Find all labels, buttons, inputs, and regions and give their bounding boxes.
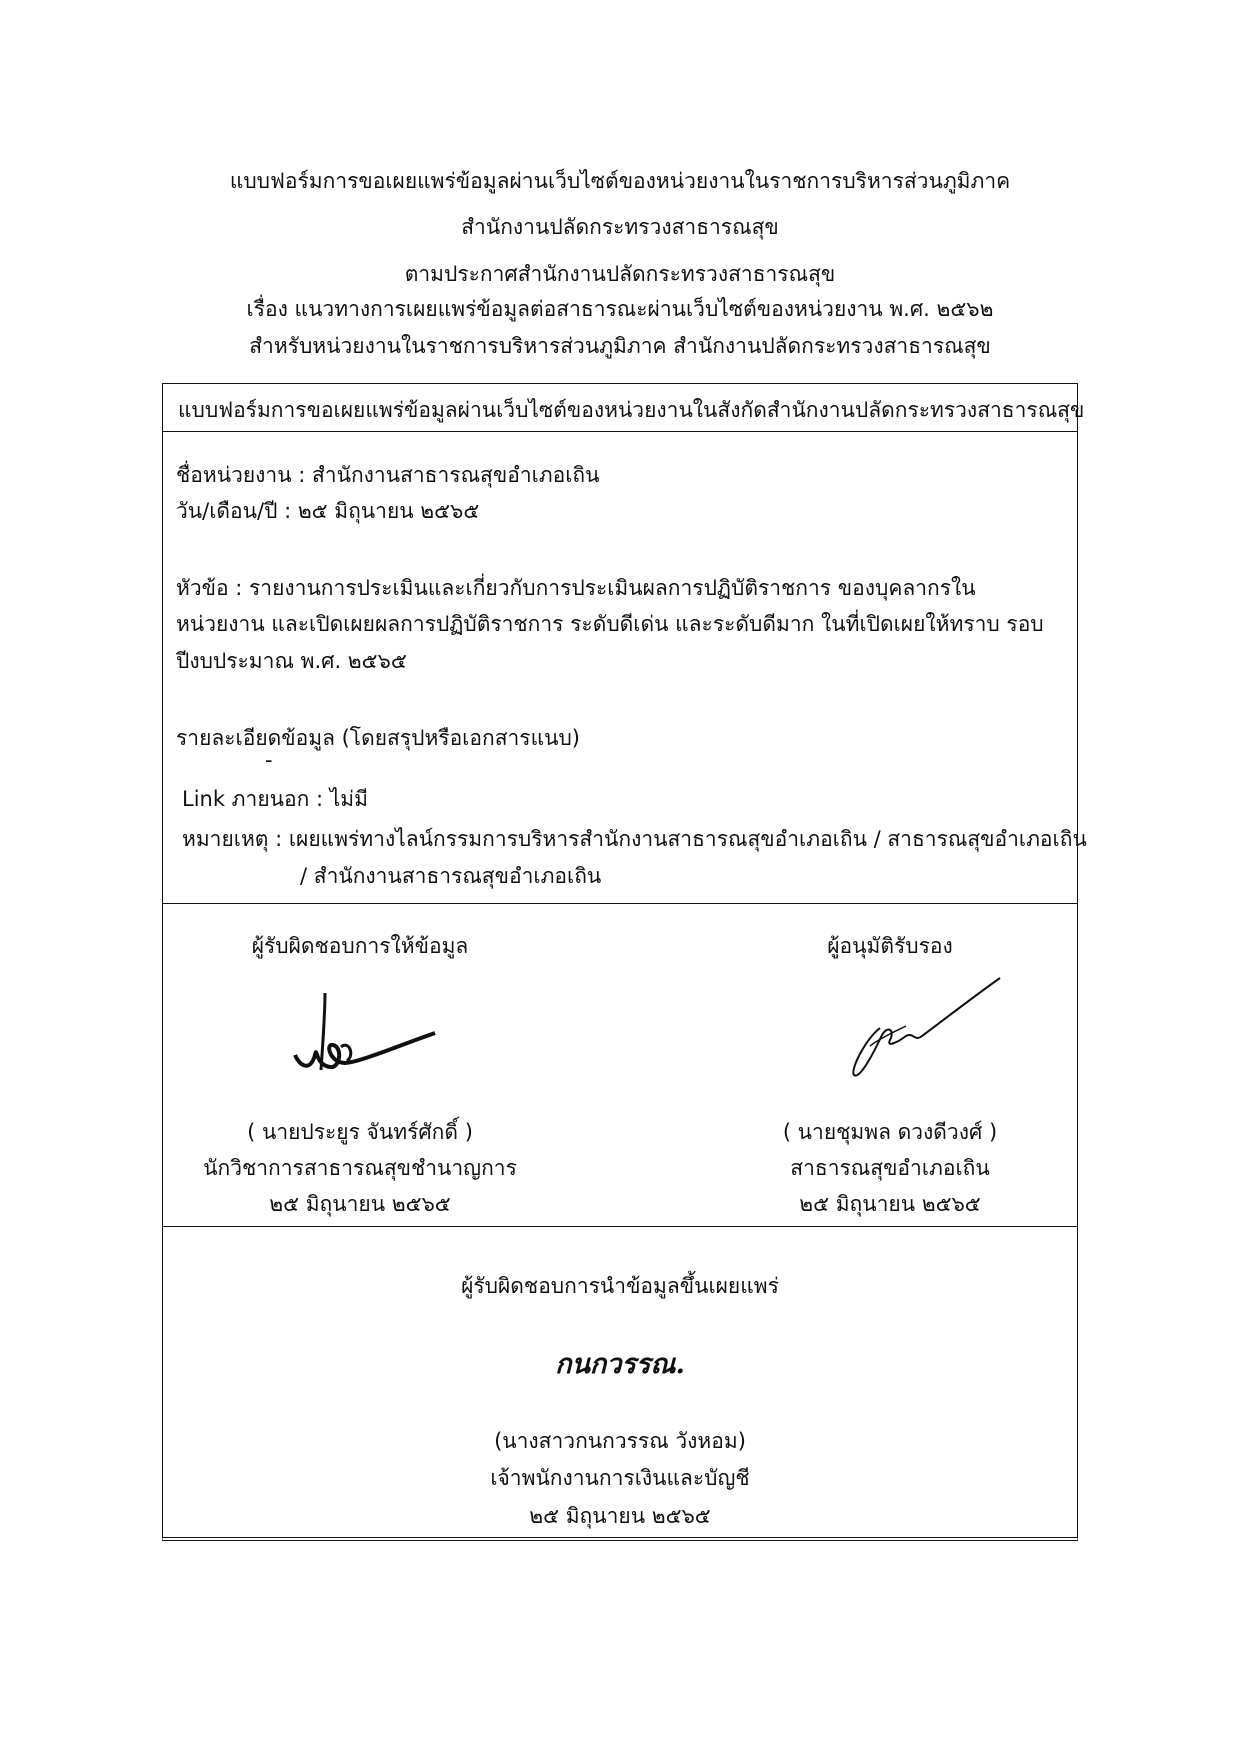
left-signer-role: ผู้รับผิดชอบการให้ข้อมูล (251, 934, 469, 958)
publisher-date: ๒๕ มิถุนายน ๒๕๖๕ (529, 1504, 711, 1528)
topic-line-1: หัวข้อ : รายงานการประเมินและเกี่ยวกับการประเมินผลการปฏิบัติราชการ ของบุคลากรใน (176, 576, 976, 600)
header-line-4: เรื่อง แนวทางการเผยแพร่ข้อมูลต่อสาธารณะผ่านเว็บไซต์ของหน่วยงาน พ.ศ. ๒๕๖๒ (246, 297, 994, 321)
publisher-name: (นางสาวกนกวรรณ วังหอม) (494, 1429, 746, 1453)
publisher-role: ผู้รับผิดชอบการนำข้อมูลขึ้นเผยแพร่ (461, 1274, 779, 1298)
right-signer-position: สาธารณสุขอำเภอเถิน (790, 1156, 990, 1180)
header-line-5: สำหรับหน่วยงานในราชการบริหารส่วนภูมิภาค สำนักงานปลัดกระทรวงสาธารณสุข (249, 334, 991, 358)
note-line-2: / สำนักงานสาธารณสุขอำเภอเถิน (300, 864, 602, 888)
agency-line: ชื่อหน่วยงาน : สำนักงานสาธารณสุขอำเภอเถิน (176, 463, 600, 487)
left-signature (285, 985, 455, 1080)
left-signer-name: ( นายประยูร จันทร์ศักดิ์ ) (247, 1120, 473, 1144)
left-signer-date: ๒๕ มิถุนายน ๒๕๖๕ (269, 1192, 451, 1216)
date-line: วัน/เดือน/ปี : ๒๕ มิถุนายน ๒๕๖๕ (176, 499, 480, 523)
right-signature (840, 970, 1010, 1085)
left-signer-position: นักวิชาการสาธารณสุขชำนาญการ (203, 1156, 517, 1180)
publisher-signature: กนกวรรณ. (555, 1349, 685, 1380)
right-signer-date: ๒๕ มิถุนายน ๒๕๖๕ (799, 1192, 981, 1216)
details-label: รายละเอียดข้อมูล (โดยสรุปหรือเอกสารแนบ) (176, 726, 580, 750)
header-line-3: ตามประกาศสำนักงานปลัดกระทรวงสาธารณสุข (404, 262, 836, 286)
details-value: - (265, 748, 273, 772)
header-line-1: แบบฟอร์มการขอเผยแพร่ข้อมูลผ่านเว็บไซต์ของหน่วยงานในราชการบริหารส่วนภูมิภาค (229, 169, 1011, 193)
topic-line-3: ปีงบประมาณ พ.ศ. ๒๕๖๕ (176, 649, 407, 673)
form-title: แบบฟอร์มการขอเผยแพร่ข้อมูลผ่านเว็บไซต์ของหน่วยงานในสังกัดสำนักงานปลัดกระทรวงสาธารณสุข (178, 398, 1085, 422)
right-signer-role: ผู้อนุมัติรับรอง (827, 934, 953, 958)
note-line-1: หมายเหตุ : เผยแพร่ทางไลน์กรรมการบริหารสำนักงานสาธารณสุขอำเภอเถิน / สาธารณสุขอำเภอเถิน (182, 827, 1087, 851)
publisher-position: เจ้าพนักงานการเงินและบัญชี (490, 1466, 750, 1490)
external-link-line: Link ภายนอก : ไม่มี (182, 787, 368, 811)
topic-line-2: หน่วยงาน และเปิดเผยผลการปฏิบัติราชการ ระดับดีเด่น และระดับดีมาก ในที่เปิดเผยให้ทราบ รอบ (176, 612, 1044, 636)
header-line-2: สำนักงานปลัดกระทรวงสาธารณสุข (461, 215, 779, 239)
right-signer-name: ( นายชุมพล ดวงดีวงศ์ ) (782, 1120, 998, 1144)
